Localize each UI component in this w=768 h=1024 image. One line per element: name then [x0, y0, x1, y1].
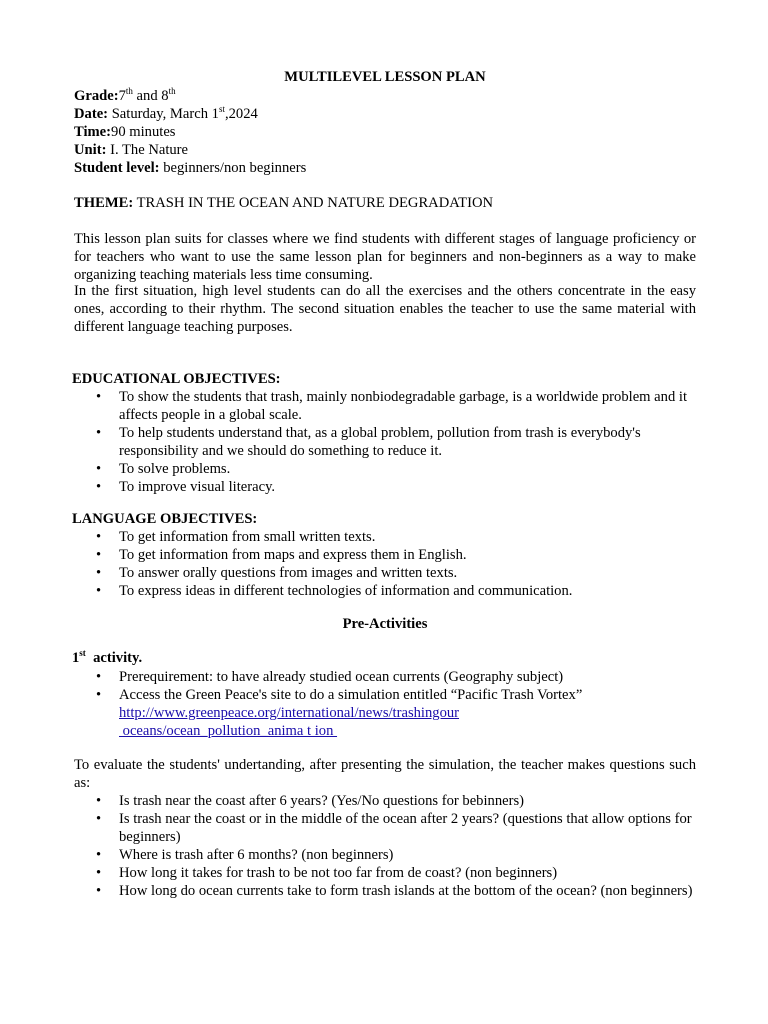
list-item: • To improve visual literacy.	[74, 478, 696, 496]
grade-line	[74, 87, 696, 105]
language-objectives-heading: LANGUAGE OBJECTIVES:	[72, 511, 258, 527]
grade-value-a: 7	[118, 88, 126, 104]
grade-value-mid: and 8	[132, 88, 169, 104]
language-objectives-list	[74, 528, 696, 600]
grade-label: Grade:	[74, 88, 119, 104]
grade-sup-a: th	[125, 86, 133, 97]
activity-label: activity.	[85, 650, 143, 666]
list-item: • To get information from maps and express them in English.	[74, 546, 696, 564]
date-label: Date:	[74, 106, 109, 122]
theme-line	[74, 194, 696, 212]
evaluation-paragraph: To evaluate the students' undertanding, after presenting the simulation, the teacher makes questions such as:	[74, 757, 696, 791]
list-item	[74, 686, 696, 740]
list-item: • To solve problems.	[74, 460, 696, 478]
list-item: • To express ideas in different technologies of information and communication.	[74, 582, 696, 600]
activity-number: 1	[72, 650, 80, 666]
unit-label: Unit:	[74, 142, 107, 158]
student-level-line	[74, 159, 696, 177]
list-item: • How long do ocean currents take to form trash islands at the bottom of the ocean? (non beginners)	[74, 882, 696, 900]
activity-heading	[72, 649, 694, 667]
date-value-b: ,2024	[224, 106, 258, 122]
greenpeace-link-line-1[interactable]: http://www.greenpeace.org/international/news/trashingour	[119, 705, 460, 721]
theme-label: THEME:	[74, 195, 134, 211]
date-line	[74, 105, 696, 123]
list-item: • To help students understand that, as a global problem, pollution from trash is everybody's responsibility and we should do something to reduce it.	[74, 424, 696, 460]
greenpeace-link-line-2[interactable]: oceans/ocean_pollution_anima t ion	[119, 723, 338, 739]
pre-activity-list	[74, 668, 696, 740]
document-title: MULTILEVEL LESSON PLAN	[284, 69, 486, 85]
educational-objectives-list	[74, 388, 696, 496]
time-line	[74, 123, 696, 141]
pre-activities-heading: Pre-Activities	[342, 616, 428, 632]
activity-number-sup: st	[79, 648, 86, 659]
list-item: • Is trash near the coast or in the middle of the ocean after 2 years? (questions that allow options for beginners)	[74, 810, 696, 846]
date-value-a: Saturday, March 1	[108, 106, 219, 122]
time-value: 90 minutes	[111, 124, 176, 140]
date-sup: st	[218, 104, 225, 115]
list-item: • Is trash near the coast after 6 years? (Yes/No questions for bebinners)	[74, 792, 696, 810]
list-item: • To answer orally questions from images and written texts.	[74, 564, 696, 582]
list-item: • How long it takes for trash to be not too far from de coast? (non beginners)	[74, 864, 696, 882]
list-item: • Where is trash after 6 months? (non beginners)	[74, 846, 696, 864]
evaluation-questions-list	[74, 792, 696, 900]
list-item: • To get information from small written texts.	[74, 528, 696, 546]
unit-value: I. The Nature	[106, 142, 189, 158]
student-level-value: beginners/non beginners	[159, 160, 307, 176]
theme-value: TRASH IN THE OCEAN AND NATURE DEGRADATION	[133, 195, 494, 211]
list-item-text: Access the Green Peace's site to do a simulation entitled “Pacific Trash Vortex”	[119, 687, 583, 703]
list-item: • Prerequirement: to have already studied ocean currents (Geography subject)	[74, 668, 696, 686]
unit-line	[74, 141, 696, 159]
grade-sup-b: th	[168, 86, 176, 97]
intro-paragraph-2: In the first situation, high level students can do all the exercises and the others concentrate in the easy ones, according to their rhythm. The second situation enables the teacher to use the same material with different language teaching purposes.	[74, 283, 696, 335]
list-item: • To show the students that trash, mainly nonbiodegradable garbage, is a worldwide problem and it affects people in a global scale.	[74, 388, 696, 424]
student-level-label: Student level:	[74, 160, 160, 176]
time-label: Time:	[74, 124, 112, 140]
educational-objectives-heading: EDUCATIONAL OBJECTIVES:	[72, 371, 281, 387]
intro-paragraph-1: This lesson plan suits for classes where we find students with different stages of language proficiency or for teachers who want to use the same lesson plan for beginners and non-beginners as a way to make organizing teaching materials less time consuming.	[74, 231, 696, 283]
